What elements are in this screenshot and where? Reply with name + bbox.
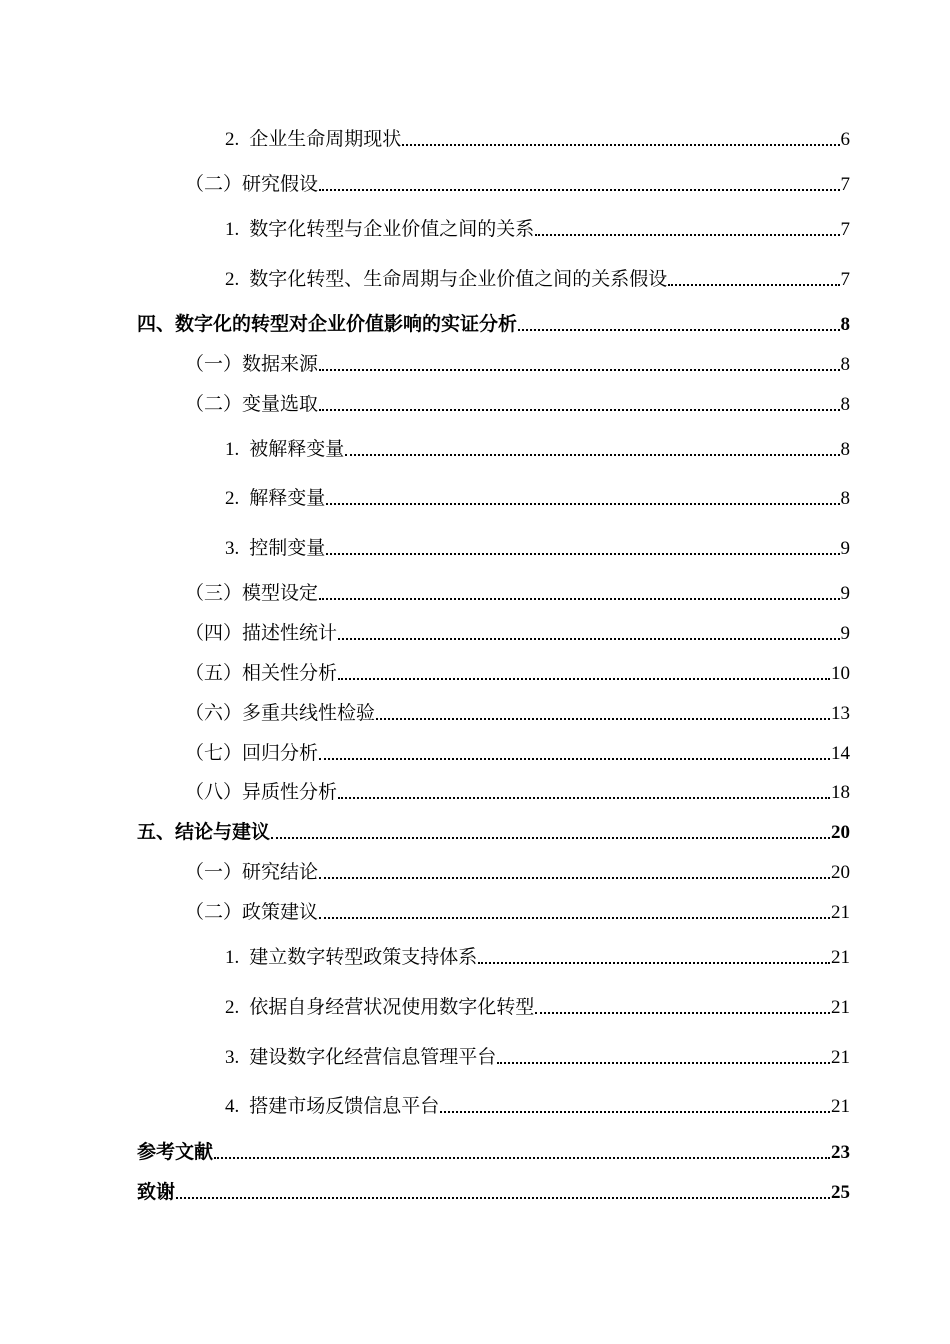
toc-leader-dots: [319, 917, 830, 919]
toc-page-number: 14: [831, 743, 850, 764]
toc-leader-dots: [478, 962, 830, 964]
toc-leader-dots: [338, 638, 839, 640]
toc-entry-text: （一）研究结论: [185, 861, 319, 883]
toc-page-number: 21: [831, 902, 850, 923]
toc-leader-dots: [326, 553, 839, 555]
toc-entry[interactable]: [225, 998, 850, 1017]
toc-page-number: 21: [831, 1096, 850, 1117]
toc-entry-label: [225, 948, 477, 967]
toc-entry-label: [225, 270, 667, 289]
toc-entry-number: 1.: [225, 219, 240, 240]
toc-page-number: 18: [831, 782, 850, 803]
toc-entry-number: 1.: [225, 439, 240, 460]
toc-entry[interactable]: [225, 130, 850, 149]
toc-entry[interactable]: [225, 1097, 850, 1116]
toc-entry-chapter[interactable]: [137, 823, 850, 842]
toc-entry-number: 3.: [225, 538, 240, 559]
toc-page-number: 7: [840, 269, 850, 290]
toc-entry[interactable]: [185, 624, 850, 643]
toc-page-number: 8: [840, 314, 850, 335]
toc-page-number: 21: [831, 1047, 850, 1068]
toc-entry[interactable]: [225, 270, 850, 289]
toc-entry-text: （八）异质性分析: [185, 781, 338, 803]
toc-entry[interactable]: [225, 1048, 850, 1067]
toc-page-number: 20: [831, 862, 850, 883]
toc-leader-dots: [319, 758, 830, 760]
toc-entry-label: [225, 489, 325, 508]
toc-entry-text: （四）描述性统计: [185, 622, 338, 644]
toc-page-number: 10: [831, 663, 850, 684]
toc-entry-number: 2.: [225, 997, 240, 1018]
toc-entry-text: 五、结论与建议: [137, 821, 271, 843]
toc-leader-dots: [338, 797, 830, 799]
toc-leader-dots: [319, 877, 830, 879]
toc-leader-dots: [497, 1062, 830, 1064]
toc-entry-text: 搭建市场反馈信息平台: [249, 1095, 440, 1117]
toc-entry[interactable]: [225, 220, 850, 239]
toc-entry-number: 3.: [225, 1047, 240, 1068]
toc-leader-dots: [440, 1111, 830, 1113]
toc-entry-text: （七）回归分析: [185, 742, 319, 764]
toc-entry[interactable]: [185, 744, 850, 763]
toc-page-number: 8: [840, 354, 850, 375]
toc-page-number: 23: [831, 1142, 850, 1163]
toc-page-number: 7: [840, 219, 850, 240]
toc-entry-number: 4.: [225, 1096, 240, 1117]
toc-entry-text: （五）相关性分析: [185, 662, 338, 684]
toc-entry-label: [225, 998, 534, 1017]
toc-entry[interactable]: [225, 539, 850, 558]
toc-entry[interactable]: [185, 903, 850, 922]
toc-entry[interactable]: [185, 664, 850, 683]
toc-leader-dots: [176, 1197, 830, 1199]
toc-entry-label: [225, 220, 534, 239]
toc-entry[interactable]: [225, 948, 850, 967]
toc-entry-text: 控制变量: [249, 537, 326, 559]
toc-leader-dots: [668, 284, 839, 286]
toc-entry-label: [225, 130, 401, 149]
toc-page-number: 21: [831, 997, 850, 1018]
toc-leader-dots: [319, 598, 839, 600]
toc-page-number: 13: [831, 703, 850, 724]
toc-leader-dots: [535, 234, 839, 236]
toc-entry-text: 依据自身经营状况使用数字化转型: [249, 996, 535, 1018]
toc-entry-number: 2.: [225, 488, 240, 509]
toc-entry-text: （二）政策建议: [185, 901, 319, 923]
toc-leader-dots: [326, 503, 839, 505]
toc-entry-chapter[interactable]: [137, 315, 850, 334]
toc-entry-text: 参考文献: [137, 1141, 214, 1163]
toc-leader-dots: [345, 454, 839, 456]
toc-page-number: 9: [840, 583, 850, 604]
toc-entry[interactable]: [185, 175, 850, 194]
toc-entry[interactable]: [225, 440, 850, 459]
toc-entry-text: 被解释变量: [249, 438, 345, 460]
toc-entry-text: （二）变量选取: [185, 393, 319, 415]
toc-entry-number: 1.: [225, 947, 240, 968]
toc-page-number: 6: [840, 129, 850, 150]
toc-page-number: 9: [840, 623, 850, 644]
toc-entry-text: （六）多重共线性检验: [185, 702, 376, 724]
toc-leader-dots: [376, 718, 830, 720]
toc-page-number: 8: [840, 488, 850, 509]
toc-entry-text: （一）数据来源: [185, 353, 319, 375]
toc-entry-text: 建立数字转型政策支持体系: [249, 946, 478, 968]
toc-entry-text: 四、数字化的转型对企业价值影响的实证分析: [137, 313, 518, 335]
toc-entry-number: 2.: [225, 269, 240, 290]
toc-leader-dots: [518, 329, 839, 331]
toc-leader-dots: [319, 409, 839, 411]
toc-leader-dots: [402, 144, 839, 146]
toc-entry-number: 2.: [225, 129, 240, 150]
toc-entry-chapter[interactable]: [137, 1143, 850, 1162]
toc-entry[interactable]: [225, 489, 850, 508]
toc-entry-chapter[interactable]: [137, 1183, 850, 1202]
toc-entry-text: （三）模型设定: [185, 582, 319, 604]
toc-page-number: 9: [840, 538, 850, 559]
toc-entry-label: [225, 539, 325, 558]
toc-leader-dots: [319, 369, 839, 371]
toc-page-number: 8: [840, 394, 850, 415]
toc-leader-dots: [214, 1157, 830, 1159]
toc-leader-dots: [535, 1012, 830, 1014]
toc-entry[interactable]: [185, 863, 850, 882]
toc-leader-dots: [338, 678, 830, 680]
toc-page-number: 25: [831, 1182, 850, 1203]
toc-entry-text: 企业生命周期现状: [249, 128, 402, 150]
toc-entry-label: [225, 1097, 439, 1116]
toc-entry[interactable]: [185, 395, 850, 414]
toc-entry-text: 解释变量: [249, 487, 326, 509]
toc-page-number: 8: [840, 439, 850, 460]
toc-entry-text: 数字化转型、生命周期与企业价值之间的关系假设: [249, 268, 668, 290]
toc-entry-label: [225, 440, 344, 459]
toc-entry[interactable]: [185, 783, 850, 802]
toc-entry[interactable]: [185, 355, 850, 374]
toc-entry-text: 数字化转型与企业价值之间的关系: [249, 218, 535, 240]
toc-page-number: 7: [840, 174, 850, 195]
toc-page-number: 21: [831, 947, 850, 968]
toc-entry-text: 建设数字化经营信息管理平台: [249, 1046, 497, 1068]
toc-leader-dots: [319, 189, 839, 191]
toc-entry-text: （二）研究假设: [185, 173, 319, 195]
toc-entry-text: 致谢: [137, 1181, 176, 1203]
toc-entry[interactable]: [185, 584, 850, 603]
toc-entry[interactable]: [185, 704, 850, 723]
toc-leader-dots: [271, 837, 830, 839]
toc-entry-label: [225, 1048, 496, 1067]
toc-page-number: 20: [831, 822, 850, 843]
